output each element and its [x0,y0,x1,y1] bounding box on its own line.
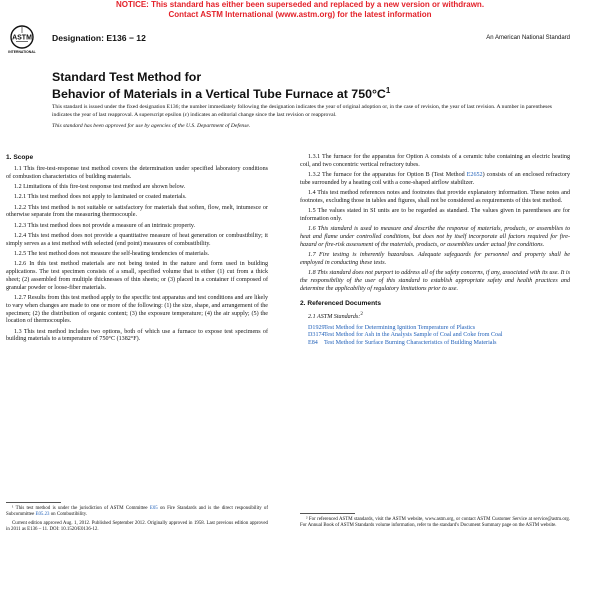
issued-statement: This standard is issued under the fixed designation E136; the number immediately following the designation indicates the year of original adoption or, in the case of revision, the year of last revision. A number in parentheses indicates the year of last reapproval. A superscript epsilon (ε) indicates an editorial change since the last revision or reapproval. [52,104,552,118]
right-column [300,154,570,348]
reference-code[interactable]: D3174 [308,332,325,339]
approval-statement: This standard has been approved for use by agencies of the U.S. Department of Defense. [52,123,251,129]
para-1-2-1: 1.2.1 This test method does not apply to laminated or coated materials. [14,194,187,201]
para-1-3-2 [300,172,570,188]
link-e2652[interactable]: E2652 [466,172,483,179]
para-1-3-2-start: 1.3.2 The furnace for the apparatus for Option B (Test Method [308,172,467,179]
title-footnote-ref: 1 [385,86,391,95]
footnotes-right [300,517,570,532]
astm-standards-label: 2.1 ASTM Standards: [308,314,361,321]
section-heading-scope: 1. Scope [6,154,34,161]
footnote-1 [6,506,268,519]
para-1-3-1: 1.3.1 The furnace for the apparatus for Option A consists of a ceramic tube containing an electric heating coil, and two concentric vertical refractory tubes. [300,154,570,168]
designation: Designation: E136 − 12 [52,33,146,43]
link-e05[interactable]: E05 [149,506,158,511]
title-line-2 [52,84,572,101]
para-1-2-7: 1.2.7 Results from this test method apply to the specific test apparatus and test conditions and are likely to vary when changes are made to one or more of the following: (1) the size, shape, and arrangement of the specimen; (2) the distribution of organic content; (3) the exposure temperature; (4) the air supply; (5) the location of thermocouples. [6,295,268,325]
para-1-8: 1.8 This standard does not purport to address all of the safety concerns, if any, associated with its use. It is the responsibility of the user of this standard to establish appropriate safety and health practices and determine the applicability of regulatory limitations prior to use. [300,270,570,292]
footnotes-left [6,506,268,535]
para-2-1 [300,311,570,322]
superseded-notice [0,0,600,19]
title-main: Behavior of Materials in a Vertical Tube Furnace at 750°C [52,87,386,102]
reference-code[interactable]: E84 [308,340,318,347]
para-1-2-4: 1.2.4 This test method does not provide a quantitative measure of heat generation or combustibility; it simply serves as a test method with selected (end point) measures of combustibility. [6,232,268,247]
para-1-1: 1.1 This fire-test-response test method covers the determination under specified laboratory conditions of combustion characteristics of building materials. [6,165,268,180]
para-1-2: 1.2 Limitations of this fire-test response test method are shown below. [14,183,186,190]
para-1-3-2-end: ) consists of an enclosed refractory tube surrounded by a heating coil with a cone-shaped airflow stabilizer. [300,172,570,186]
notice-line-1: NOTICE: This standard has either been superseded and replaced by a new version or withdrawn. [115,0,485,9]
para-1-5: 1.5 The values stated in SI units are to be regarded as standard. The values given in parentheses are for information only. [300,208,570,223]
notice-line-2: Contact ASTM International (www.astm.org) for the latest information [168,9,432,19]
intro-block [52,104,562,135]
para-1-4: 1.4 This test method references notes and footnotes that provide explanatory information. These notes and footnotes, excluding those in tables and figures, shall not be considered as requirements of this test method. [300,190,570,204]
title-line-1: Standard Test Method for [52,70,202,84]
footnote-rule-left [6,502,61,503]
astm-logo-icon [6,23,38,55]
para-1-2-2: 1.2.2 This test method is not suitable or satisfactory for materials that soften, flow, melt, intumesce or otherwise separate from the measuring thermocouple. [6,204,268,219]
reference-item[interactable] [308,340,570,348]
footnote-2: ² For referenced ASTM standards, visit the ASTM website, www.astm.org, or contact ASTM Customer Service at service@astm.org. For Annual Book of ASTM Standards volume information, refer to the standard's Document Summary page on the ASTM website. [300,517,570,529]
footnote-1-text-3: on Combustibility. [49,512,88,518]
reference-title[interactable]: Test Method for Ash in the Analysis Sample of Coal and Coke from Coal [324,332,503,339]
para-1-2-6: 1.2.6 In this test method materials are not being tested in the nature and form used in building applications. The test specimen consists of a small, specified volume that is either (1) cut from a thick sheet; (2) assembled from multiple thicknesses of thin sheets; or (3) placed in a container if composed of granular powder or loose-fiber materials. [6,261,268,291]
footnote-1-text: ¹ This test method is under the jurisdiction of ASTM Committee [12,506,150,511]
para-1-2-5: 1.2.5 The test method does not measure the self-heating tendencies of materials. [14,251,210,258]
para-1-2-3: 1.2.3 This test method does not provide a measure of an intrinsic property. [14,222,196,229]
reference-title[interactable]: Test Method for Surface Burning Characteristics of Building Materials [324,340,497,347]
section-heading-referenced-documents: 2. Referenced Documents [300,299,381,307]
reference-title[interactable]: Test Method for Determining Ignition Temperature of Plastics [324,324,476,331]
para-1-3: 1.3 This test method includes two options, both of which use a furnace to expose test specimens of building materials to a temperature of 750°C (1382°F). [6,328,268,343]
logo-text: INTERNATIONAL [8,50,36,54]
document-title [52,70,572,101]
left-column [6,154,268,347]
para-1-6: 1.6 This standard is used to measure and describe the response of materials, products, or assemblies to heat and flame under controlled conditions, but does not by itself incorporate all factors required for fire-hazard or fire-risk assessment of the materials, products, or assemblies under actual fire conditions. [300,226,570,248]
para-1-7: 1.7 Fire testing is inherently hazardous. Adequate safeguards for personnel and property shall be employed in conducting these tests. [300,252,570,266]
national-standard-label: An American National Standard [486,35,570,41]
footnote-rule-right [300,513,355,514]
footnote-1-edition: Current edition approved Aug. 1, 2012. Published September 2012. Originally approved in 1958. Last previous edition approved in 2011 as E136 – 11. DOI: 10.1520/E0136-12. [6,520,268,532]
reference-code[interactable]: D1929 [308,324,325,331]
svg-text:ASTM: ASTM [12,34,32,42]
footnote-1-text-2: on Fire Standards and is the direct responsibility of Subcommittee [6,506,268,518]
link-e05-23[interactable]: E05.23 [35,512,50,518]
footnote-ref-2: 2 [360,311,363,318]
